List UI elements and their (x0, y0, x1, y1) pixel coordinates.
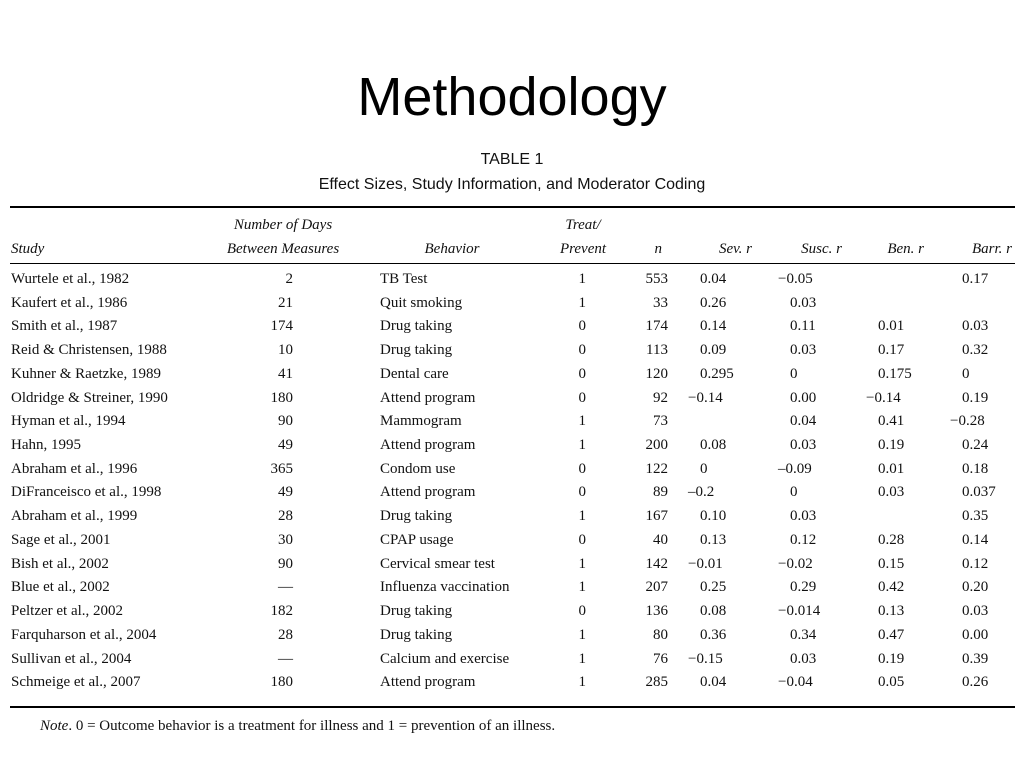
cell-days: 90 (278, 413, 293, 430)
cell-behavior: Attend program (380, 674, 476, 691)
cell-treat-prevent: 0 (578, 365, 586, 382)
cell-treat-prevent: 0 (578, 484, 586, 501)
cell-sev-r: –0.2 (688, 484, 715, 501)
cell-behavior: Drug taking (380, 318, 453, 335)
cell-behavior: Drug taking (380, 603, 453, 620)
cell-days: 365 (270, 460, 293, 477)
cell-study: Kuhner & Raetzke, 1989 (11, 365, 161, 382)
cell-susc-r: 0 (790, 365, 798, 382)
cell-days: 90 (278, 555, 293, 572)
cell-treat-prevent: 0 (578, 460, 586, 477)
cell-behavior: Attend program (380, 484, 476, 501)
cell-study: Blue et al., 2002 (11, 579, 110, 596)
cell-days: 28 (278, 626, 293, 643)
cell-ben-r: 0.13 (878, 603, 905, 620)
cell-barr-r: −0.28 (950, 413, 985, 430)
cell-susc-r: −0.02 (778, 555, 813, 572)
cell-n: 73 (653, 413, 668, 430)
cell-treat-prevent: 1 (578, 271, 586, 287)
cell-days: 21 (278, 294, 293, 311)
table-caption: Effect Sizes, Study Information, and Moderator Coding (318, 176, 706, 193)
cell-susc-r: 0.03 (790, 650, 817, 667)
cell-sev-r: 0.36 (700, 626, 727, 643)
cell-n: 553 (645, 271, 668, 287)
cell-study: Bish et al., 2002 (11, 555, 109, 572)
cell-n: 92 (653, 389, 668, 406)
cell-days: 49 (278, 437, 293, 454)
cell-behavior: Cervical smear test (380, 555, 495, 572)
cell-n: 120 (645, 365, 668, 382)
cell-days: 182 (270, 603, 293, 620)
cell-barr-r: 0.26 (962, 674, 989, 691)
cell-barr-r: 0.32 (962, 342, 989, 359)
cell-susc-r: −0.014 (778, 603, 821, 620)
header-study: Study (11, 241, 45, 257)
cell-treat-prevent: 1 (578, 650, 586, 667)
cell-study: Schmeige et al., 2007 (11, 674, 141, 691)
cell-treat-prevent: 1 (578, 294, 586, 311)
cell-days: 2 (285, 271, 293, 287)
table-note (40, 717, 555, 735)
cell-sev-r: −0.15 (688, 650, 723, 667)
cell-behavior: Attend program (380, 389, 476, 406)
cell-behavior: TB Test (380, 271, 428, 287)
header-treat-line1: Treat/ (565, 217, 601, 233)
cell-sev-r: 0.04 (700, 271, 727, 287)
cell-days: — (278, 650, 293, 667)
cell-behavior: Dental care (380, 365, 449, 382)
cell-study: Abraham et al., 1999 (11, 508, 138, 525)
cell-barr-r: 0.18 (962, 460, 989, 477)
cell-days: 174 (270, 318, 293, 335)
cell-study: Sage et al., 2001 (11, 531, 111, 548)
cell-ben-r: 0.47 (878, 626, 905, 643)
note-label: Note (40, 718, 69, 734)
cell-treat-prevent: 0 (578, 603, 586, 620)
cell-ben-r: 0.42 (878, 579, 905, 596)
cell-sev-r: 0.295 (700, 365, 734, 382)
cell-study: Sullivan et al., 2004 (11, 650, 132, 667)
header-days-line2: Between Measures (226, 241, 340, 257)
note-text: . 0 = Outcome behavior is a treatment for illness and 1 = prevention of an illness. (68, 718, 556, 734)
cell-study: DiFranceisco et al., 1998 (11, 484, 162, 501)
cell-sev-r: 0.04 (700, 674, 727, 691)
cell-study: Abraham et al., 1996 (11, 460, 138, 477)
header-days-line1: Number of Days (233, 217, 333, 233)
cell-susc-r: 0.03 (790, 508, 817, 525)
cell-ben-r: 0.19 (878, 650, 905, 667)
cell-ben-r: 0.175 (878, 365, 912, 382)
header-behavior: Behavior (424, 241, 480, 257)
table-header-rule (10, 263, 1015, 264)
cell-barr-r: 0.39 (962, 650, 989, 667)
cell-ben-r: 0.15 (878, 555, 905, 572)
header-susc-r: Susc. r (801, 241, 842, 257)
cell-behavior: Condom use (380, 460, 456, 477)
cell-susc-r: 0.03 (790, 342, 817, 359)
cell-n: 76 (653, 650, 668, 667)
cell-study: Kaufert et al., 1986 (11, 294, 128, 311)
cell-barr-r: 0.14 (962, 531, 989, 548)
cell-sev-r: 0.26 (700, 294, 727, 311)
table-top-rule (10, 206, 1015, 208)
cell-ben-r: 0.01 (878, 318, 905, 335)
cell-sev-r: 0.08 (700, 603, 727, 620)
cell-days: 30 (278, 531, 293, 548)
header-sev-r: Sev. r (718, 241, 752, 257)
cell-behavior: CPAP usage (380, 531, 454, 548)
cell-study: Reid & Christensen, 1988 (11, 342, 167, 359)
cell-study: Wurtele et al., 1982 (11, 271, 130, 287)
cell-behavior: Drug taking (380, 342, 453, 359)
cell-n: 285 (645, 674, 668, 691)
cell-n: 136 (645, 603, 668, 620)
cell-treat-prevent: 1 (578, 413, 586, 430)
cell-n: 174 (645, 318, 668, 335)
cell-study: Oldridge & Streiner, 1990 (11, 389, 168, 406)
cell-behavior: Attend program (380, 437, 476, 454)
cell-treat-prevent: 1 (578, 508, 586, 525)
cell-ben-r: 0.01 (878, 460, 905, 477)
table-bottom-rule (10, 706, 1015, 708)
cell-days: 49 (278, 484, 293, 501)
cell-days: 28 (278, 508, 293, 525)
cell-susc-r: −0.04 (778, 674, 813, 691)
cell-ben-r: 0.17 (878, 342, 905, 359)
cell-sev-r: 0.25 (700, 579, 727, 596)
cell-behavior: Influenza vaccination (380, 579, 510, 596)
cell-behavior: Quit smoking (380, 294, 463, 311)
cell-n: 122 (645, 460, 668, 477)
cell-sev-r: 0.14 (700, 318, 727, 335)
cell-sev-r: 0.08 (700, 437, 727, 454)
cell-barr-r: 0.03 (962, 318, 989, 335)
header-n: n (654, 241, 662, 257)
cell-study: Farquharson et al., 2004 (11, 626, 157, 643)
slide-title: Methodology (357, 67, 667, 127)
cell-susc-r: 0.34 (790, 626, 817, 643)
cell-ben-r: 0.03 (878, 484, 905, 501)
cell-barr-r: 0.037 (962, 484, 996, 501)
cell-n: 142 (645, 555, 668, 572)
cell-barr-r: 0.35 (962, 508, 989, 525)
cell-treat-prevent: 0 (578, 318, 586, 335)
cell-barr-r: 0 (962, 365, 970, 382)
cell-treat-prevent: 1 (578, 437, 586, 454)
cell-sev-r: 0.09 (700, 342, 727, 359)
cell-behavior: Mammogram (380, 413, 462, 430)
cell-barr-r: 0.20 (962, 579, 989, 596)
header-barr-r: Barr. r (971, 241, 1012, 257)
cell-n: 33 (653, 294, 668, 311)
cell-n: 207 (645, 579, 668, 596)
cell-barr-r: 0.03 (962, 603, 989, 620)
cell-behavior: Calcium and exercise (380, 650, 510, 667)
cell-study: Peltzer et al., 2002 (11, 603, 124, 620)
cell-sev-r: −0.01 (688, 555, 723, 572)
cell-barr-r: 0.17 (962, 271, 989, 287)
cell-susc-r: 0.04 (790, 413, 817, 430)
cell-ben-r: 0.19 (878, 437, 905, 454)
cell-behavior: Drug taking (380, 626, 453, 643)
cell-treat-prevent: 1 (578, 674, 586, 691)
cell-barr-r: 0.24 (962, 437, 989, 454)
table-label: TABLE 1 (480, 151, 544, 168)
cell-study: Smith et al., 1987 (11, 318, 118, 335)
cell-n: 80 (653, 626, 668, 643)
cell-sev-r: 0.10 (700, 508, 727, 525)
cell-susc-r: 0.29 (790, 579, 817, 596)
cell-study: Hyman et al., 1994 (11, 413, 126, 430)
header-treat-line2: Prevent (559, 241, 607, 257)
cell-barr-r: 0.19 (962, 389, 989, 406)
cell-treat-prevent: 0 (578, 389, 586, 406)
cell-treat-prevent: 1 (578, 579, 586, 596)
cell-susc-r: −0.05 (778, 271, 813, 287)
cell-days: 180 (270, 674, 293, 691)
cell-susc-r: 0 (790, 484, 798, 501)
cell-ben-r: 0.41 (878, 413, 905, 430)
cell-susc-r: 0.11 (790, 318, 816, 335)
cell-days: — (278, 579, 293, 596)
cell-treat-prevent: 1 (578, 626, 586, 643)
cell-sev-r: 0 (700, 460, 708, 477)
cell-days: 41 (278, 365, 293, 382)
cell-n: 167 (645, 508, 668, 525)
cell-barr-r: 0.12 (962, 555, 989, 572)
cell-days: 180 (270, 389, 293, 406)
cell-susc-r: –0.09 (778, 460, 812, 477)
header-ben-r: Ben. r (887, 241, 924, 257)
cell-n: 113 (646, 342, 668, 359)
cell-study: Hahn, 1995 (11, 437, 81, 454)
cell-treat-prevent: 0 (578, 342, 586, 359)
cell-n: 40 (653, 531, 668, 548)
cell-susc-r: 0.03 (790, 294, 817, 311)
cell-susc-r: 0.03 (790, 437, 817, 454)
cell-sev-r: 0.13 (700, 531, 727, 548)
cell-n: 200 (645, 437, 668, 454)
cell-treat-prevent: 1 (578, 555, 586, 572)
cell-ben-r: −0.14 (866, 389, 901, 406)
cell-susc-r: 0.12 (790, 531, 817, 548)
cell-susc-r: 0.00 (790, 389, 817, 406)
cell-behavior: Drug taking (380, 508, 453, 525)
cell-treat-prevent: 0 (578, 531, 586, 548)
cell-days: 10 (278, 342, 293, 359)
cell-barr-r: 0.00 (962, 626, 989, 643)
cell-ben-r: 0.28 (878, 531, 905, 548)
cell-ben-r: 0.05 (878, 674, 905, 691)
cell-sev-r: −0.14 (688, 389, 723, 406)
cell-n: 89 (653, 484, 668, 501)
